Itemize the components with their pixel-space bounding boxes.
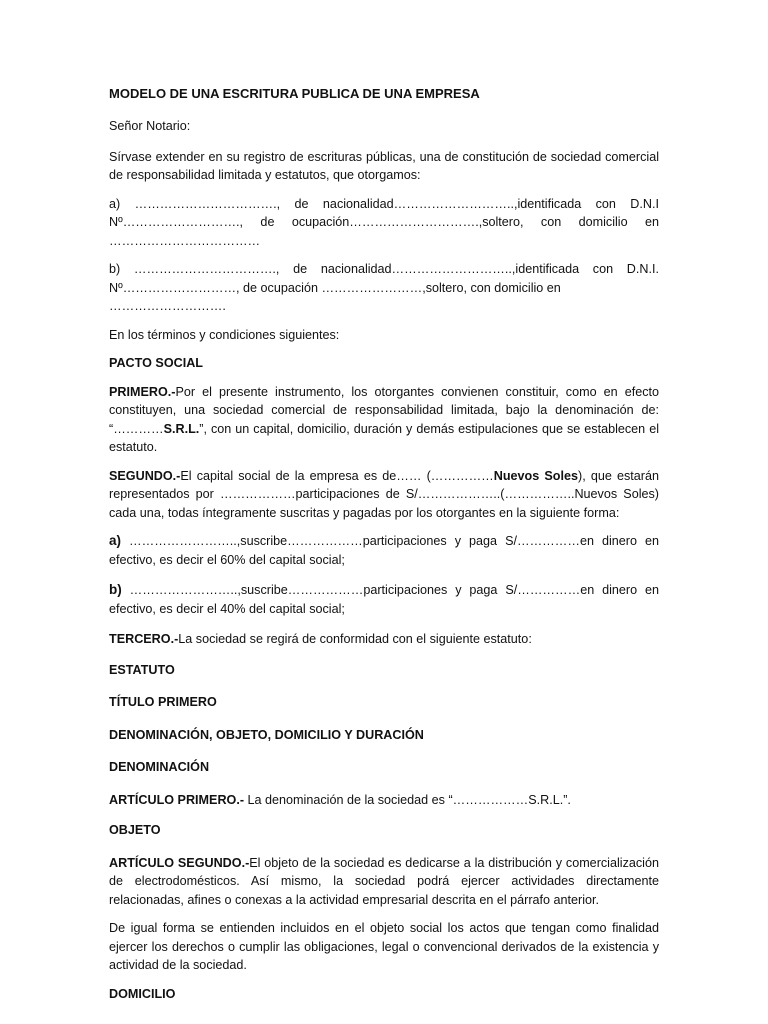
estatuto-heading: ESTATUTO [109, 662, 175, 677]
articulo-primero-label: ARTÍCULO PRIMERO.- [109, 792, 245, 807]
subscription-a [109, 532, 659, 569]
party-a-line-3: ……………………………… [109, 233, 261, 248]
articulo-primero-text: La denominación de la sociedad es “………………S.R.L.”. [244, 792, 571, 807]
party-b [109, 260, 659, 316]
titulo-primero-subheading: DENOMINACIÓN, OBJETO, DOMICILIO Y DURACIÓN [109, 727, 424, 742]
domicilio-heading: DOMICILIO [109, 986, 176, 1001]
party-b-line-1: b) ……………………………., de nacionalidad………………………..,identificada con D.N.I. [109, 262, 659, 276]
clause-primero-text: Por el presente instrumento, los otorgantes convienen constituir, como en efecto constituyen, una sociedad comercial de responsabilidad limitada, bajo la denominación de: “………… [109, 384, 659, 436]
salutation: Señor Notario: [109, 119, 191, 133]
articulo-segundo-text: El objeto de la sociedad es dedicarse a la distribución y comercialización de electrodomésticos. Así mismo, la sociedad podrá ejercer actividades directamente relacionadas, afines o conexas a la actividad empresarial descrita en el párrafo anterior. [109, 855, 659, 907]
party-a-line-1: a) ……………………………., de nacionalidad………………………..,identificada con D.N.I [109, 196, 659, 211]
clause-primero-label: PRIMERO.- [109, 384, 176, 399]
clause-segundo-currency: Nuevos Soles [493, 468, 578, 483]
party-a-line-2: Nº………………………., de ocupación………………………….,soltero, con domicilio en [109, 215, 659, 229]
document-title: MODELO DE UNA ESCRITURA PUBLICA DE UNA EMPRESA [109, 86, 480, 101]
subscription-b-label: b) [109, 582, 122, 597]
subscription-a-text: ……………………..,suscribe………………participaciones y paga S/……………en dinero en efectivo, es decir el 60% del capital social; [109, 534, 659, 567]
intro-paragraph: Sírvase extender en su registro de escrituras públicas, una de constitución de sociedad comercial de responsabilidad limitada y estatutos, que otorgamos: [109, 149, 659, 182]
clause-primero [109, 383, 659, 457]
clause-segundo-text-2: ), que estarán representados por ………………participaciones de S/………………..(……………..Nuevos Soles) cada una, todas íntegramente suscritas y pagadas por los otorgantes en la siguiente forma: [109, 468, 659, 520]
clause-tercero-text: La sociedad se regirá de conformidad con el siguiente estatuto: [178, 632, 532, 646]
clause-tercero [109, 630, 659, 649]
objeto-heading: OBJETO [109, 823, 161, 837]
clause-segundo-label: SEGUNDO.- [109, 468, 181, 483]
clause-tercero-label: TERCERO.- [109, 632, 179, 646]
denominacion-heading: DENOMINACIÓN [109, 760, 210, 774]
party-a [109, 195, 659, 251]
subscription-a-label: a) [109, 533, 122, 548]
pacto-social-heading: PACTO SOCIAL [109, 356, 203, 370]
articulo-segundo-label: ARTÍCULO SEGUNDO.- [109, 855, 250, 870]
clause-segundo-text-1: El capital social de la empresa es de…… (…………… [180, 468, 494, 483]
clause-primero-srl: S.R.L. [163, 421, 200, 436]
subscription-b [109, 581, 659, 618]
clause-primero-text-end: ”, con un capital, domicilio, duración y demás estipulaciones que se establecen el estatuto. [109, 421, 659, 454]
articulo-primero [109, 791, 659, 810]
subscription-b-text: ……………………..,suscribe………………participaciones y paga S/……………en dinero en efectivo, es decir el 40% del capital social; [109, 583, 659, 616]
articulo-segundo [109, 854, 659, 910]
clause-segundo [109, 467, 659, 523]
objeto-extra-paragraph: De igual forma se entienden incluidos en el objeto social los actos que tengan como finalidad ejercer los derechos o cumplir las obligaciones, legal o convencional derivados de la existencia y actividad de la sociedad. [109, 921, 659, 972]
terms-intro: En los términos y condiciones siguientes: [109, 327, 340, 342]
party-b-line-2: Nº………………………, de ocupación ……………………,soltero, con domicilio en ………………………. [109, 280, 561, 313]
titulo-primero-heading: TÍTULO PRIMERO [109, 695, 217, 709]
